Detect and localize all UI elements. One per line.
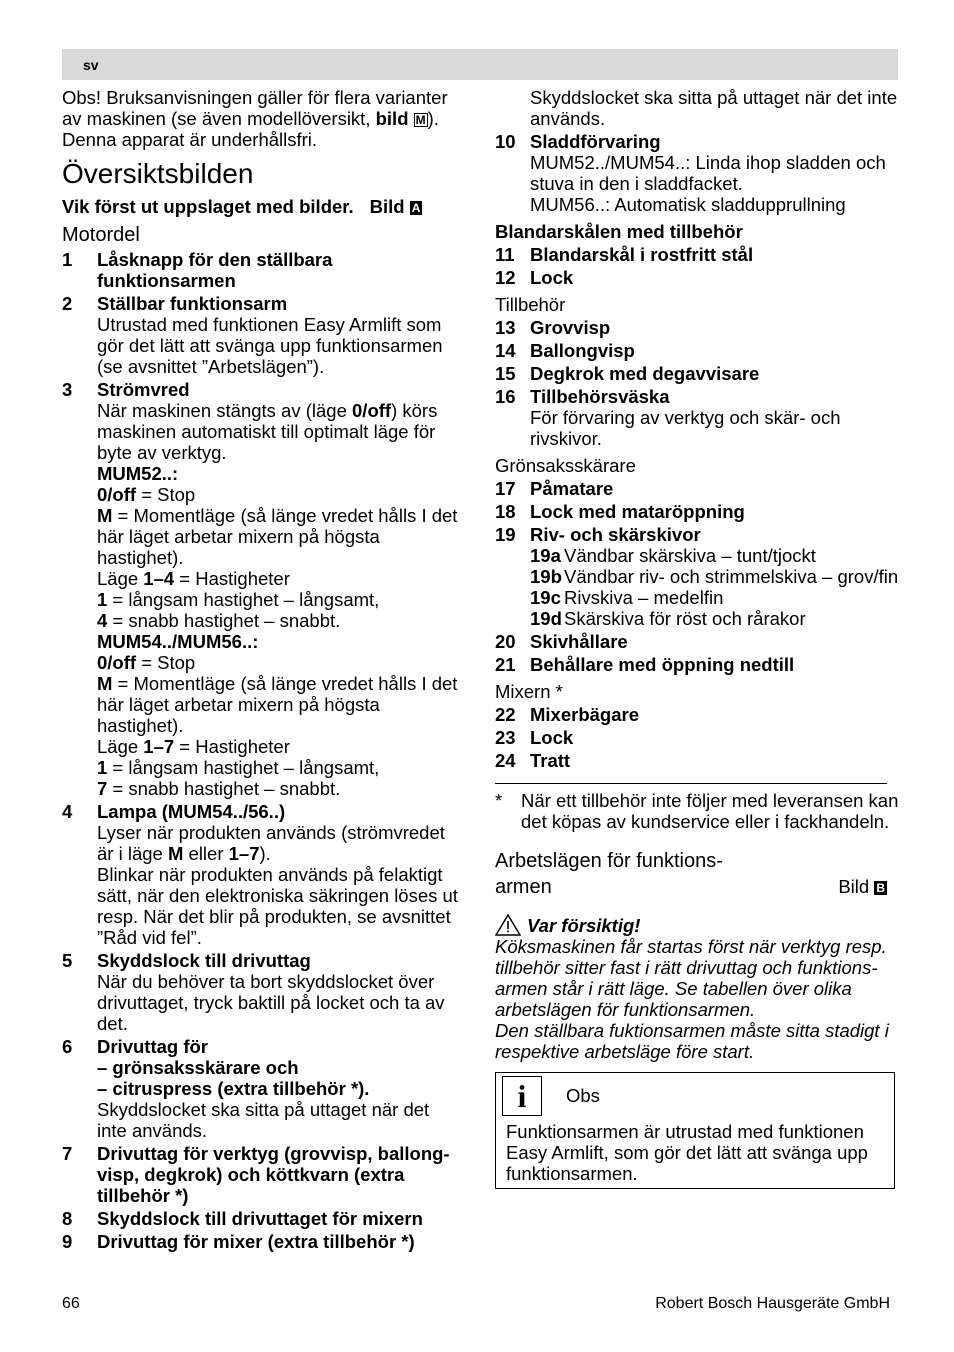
item-description: MUM56..: Automatisk sladdupprullning — [530, 194, 846, 215]
footnote: * När ett tillbehör inte följer med leveransen kan det köpas av kundservice eller i fackhandeln. — [495, 790, 899, 832]
subtitle: Vik först ut uppslaget med bilder. Bild A — [62, 196, 421, 217]
page-title: Översiktsbilden — [62, 158, 254, 189]
list-item: 14 Ballongvisp — [495, 340, 635, 361]
note-box — [495, 1072, 895, 1189]
warning-icon — [495, 914, 521, 936]
list-item: 1 Låsknapp för den ställbara funktionsarmen — [62, 249, 333, 291]
list-item: 24 Tratt — [495, 750, 571, 771]
sub-list-item: 19a Vändbar skärskiva – tunt/tjockt — [530, 545, 816, 566]
warning-text: Den ställbara fuktionsarmen måste sitta stadigt i respektive arbetsläge före start. — [495, 1020, 889, 1062]
list-item: 6 Drivuttag för – grönsaksskärare och – citruspress (extra tillbehör *). — [62, 1036, 370, 1099]
section-heading-motordel: Motordel — [62, 224, 140, 246]
list-item: 10 Sladdförvaring — [495, 131, 661, 152]
list-item: 7 Drivuttag för verktyg (grovvisp, ballong-visp, degkrok) och köttkvarn (extra tillbehör *) — [62, 1143, 450, 1206]
list-item: 23 Lock — [495, 727, 574, 748]
item-description: När maskinen stängts av (läge 0/off) körs maskinen automatiskt till optimalt läge för byte av verktyg. MUM52..: 0/off = Stop M = Momentläge (så länge vredet hålls I det här läget arbetar mixern på högsta hastighet). Läge 1–4 = Hastigheter 1 = långsam hastighet – långsamt, 4 = snabb hastighet – snabbt. MUM54../MUM56..: 0/off = Stop M = Momentläge (så länge vredet hålls I det här läget arbetar mixern på högsta hastighet). Läge 1–7 = Hastigheter 1 = långsam hastighet – långsamt, 7 = snabb hastighet – snabbt. — [97, 400, 458, 799]
group-heading: Tillbehör — [495, 294, 566, 315]
group-heading: Mixern * — [495, 681, 563, 702]
figure-badge-m: M — [415, 113, 426, 127]
language-code: sv — [83, 57, 99, 73]
warning-text: Köksmaskinen får startas först när verktyg resp. tillbehör sitter fast i rätt drivuttag och funktions-armen står i rätt läge. Se tabellen över olika arbetslägen för funktionsarmen. — [495, 936, 887, 1020]
list-item: 15 Degkrok med degavvisare — [495, 363, 760, 384]
list-item: 21 Behållare med öppning nedtill — [495, 654, 795, 675]
sub-list-item: 19c Rivskiva – medelfin — [530, 587, 724, 608]
group-heading: Grönsaksskärare — [495, 455, 636, 476]
list-item: 17 Påmatare — [495, 478, 614, 499]
warning-block — [495, 914, 900, 1062]
item-description: Utrustad med funktionen Easy Armlift som gör det lätt att svänga upp funktionsarmen (se avsnittet ”Arbetslägen”). — [97, 314, 443, 377]
info-icon: i — [502, 1076, 542, 1116]
item-description: Skyddslocket ska sitta på uttaget när det inte används. — [530, 87, 898, 129]
list-item: 12 Lock — [495, 267, 574, 288]
list-item: 13 Grovvisp — [495, 317, 611, 338]
sub-list-item: 19d Skärskiva för röst och rårakor — [530, 608, 806, 629]
note-text: Funktionsarmen är utrustad med funktionen Easy Armlift, som gör det lätt att svänga upp funktionsarmen. — [506, 1121, 868, 1184]
item-description: Lyser när produkten används (strömvredet är i läge M eller 1–7). Blinkar när produkten används på felaktigt sätt, när den elektroniska säkringen löses ut resp. När det blir på produkten, se avsnittet ”Råd vid fel”. — [97, 822, 458, 948]
item-description: För förvaring av verktyg och skär- och rivskivor. — [530, 407, 841, 449]
company-name: Robert Bosch Hausgeräte GmbH — [655, 1295, 890, 1312]
warning-title: Var försiktig! — [527, 914, 641, 936]
list-item: 9 Drivuttag för mixer (extra tillbehör *) — [62, 1231, 415, 1252]
item-description: MUM52../MUM54..: Linda ihop sladden och stuva in den i sladdfacket. — [530, 152, 886, 194]
sub-list-item: 19b Vändbar riv- och strimmelskiva – grov/fin — [530, 566, 899, 587]
right-column — [495, 87, 900, 1189]
list-item: 20 Skivhållare — [495, 631, 628, 652]
list-item: 19 Riv- och skärskivor — [495, 524, 701, 545]
left-column — [62, 87, 462, 1252]
item-description: När du behöver ta bort skyddslocket över drivuttaget, tryck baktill på locket och ta av det. — [97, 971, 445, 1034]
page-number: 66 — [62, 1295, 80, 1312]
note-title: Obs — [566, 1084, 600, 1106]
language-bar — [62, 49, 898, 80]
list-item: 2 Ställbar funktionsarm — [62, 293, 288, 314]
section-heading-arbetslagen: Arbetslägen för funktions- armen Bild B — [495, 850, 885, 898]
intro-text: Obs! Bruksanvisningen gäller för flera varianter av maskinen (se även modellöversikt, bild M ). Denna apparat är underhållsfri. — [62, 87, 448, 150]
list-item: 3 Strömvred — [62, 379, 190, 400]
list-item: 4 Lampa (MUM54../56..) — [62, 801, 286, 822]
footnote-divider — [495, 783, 887, 784]
list-item: 8 Skyddslock till drivuttaget för mixern — [62, 1208, 423, 1229]
group-heading: Blandarskålen med tillbehör — [495, 221, 743, 242]
list-item: 5 Skyddslock till drivuttag — [62, 950, 311, 971]
figure-badge-a: A — [411, 201, 421, 215]
list-item: 22 Mixerbägare — [495, 704, 639, 725]
list-item: 11 Blandarskål i rostfritt stål — [495, 244, 754, 265]
list-item: 18 Lock med mataröppning — [495, 501, 745, 522]
list-item: 16 Tillbehörsväska — [495, 386, 670, 407]
figure-badge-b: B — [876, 881, 885, 895]
item-description: Skyddslocket ska sitta på uttaget när det inte används. — [97, 1099, 430, 1141]
